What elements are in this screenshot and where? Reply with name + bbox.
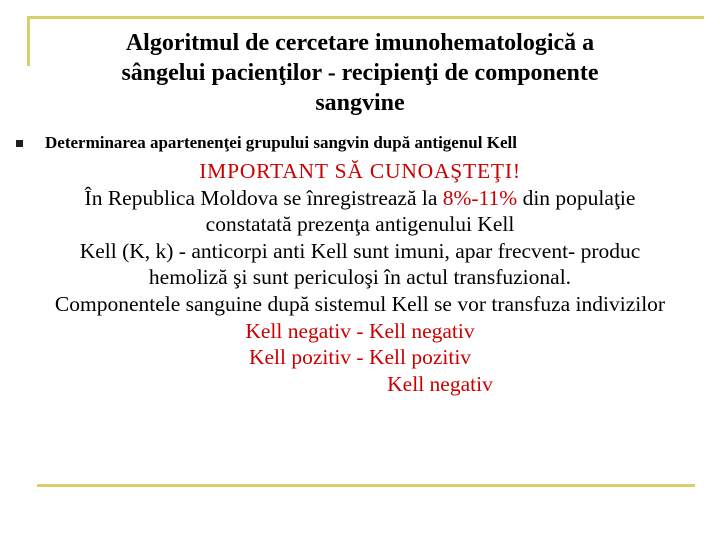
bullet-text: Determinarea apartenenţei grupului sangvin după antigenul Kell [45, 133, 517, 152]
title-line-1: Algoritmul de cercetare imunohematologică a [125, 30, 595, 56]
moldova-text-pre: În Republica Moldova se înregistrează la [84, 185, 443, 210]
title-line-3: sangvine [315, 90, 405, 116]
important-notice: IMPORTANT SĂ CUNOAŞTEŢI! [199, 159, 521, 183]
prevalence-percent: 8%-11% [442, 185, 518, 210]
title-line-2: sângelui pacienţilor - recipienţi de componente [121, 60, 599, 86]
top-horizontal-rule [27, 16, 704, 19]
rule-kell-positive: Kell pozitiv - Kell pozitiv [248, 345, 472, 370]
body-line-components: Componentele sanguine după sistemul Kell se vor transfuza indivizilor [54, 291, 666, 316]
slide-body [14, 158, 706, 397]
body-line-antibodies: Kell (K, k) - anticorpi anti Kell sunt imuni, apar frecvent- produc [79, 238, 641, 263]
body-line-hemolysis: hemoliză şi sunt periculoşi în actul transfuzional. [148, 265, 572, 290]
square-bullet-icon [16, 140, 23, 147]
top-left-vertical-rule [27, 16, 30, 66]
body-line-moldova [14, 185, 706, 212]
body-line-antigen: constatată prezenţa antigenului Kell [205, 212, 515, 237]
slide-title [60, 28, 660, 118]
rule-kell-negative: Kell negativ - Kell negativ [245, 318, 475, 343]
moldova-text-post: din populaţie [517, 185, 636, 210]
bottom-horizontal-rule [37, 484, 695, 487]
rule-kell-negative-recipient: Kell negativ [387, 371, 493, 396]
bullet-item [16, 132, 517, 154]
